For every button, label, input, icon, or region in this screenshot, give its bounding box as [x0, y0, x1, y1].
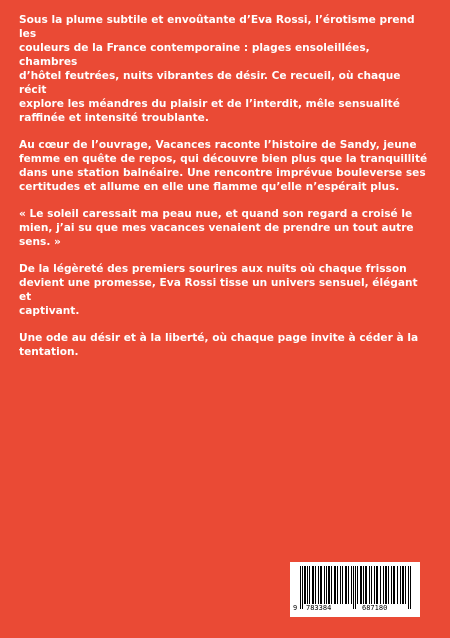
barcode-bar [400, 566, 401, 604]
barcode-bar [307, 566, 308, 604]
barcode-bar [369, 566, 370, 604]
barcode-bar [312, 566, 314, 604]
barcode-bar [331, 566, 332, 604]
barcode-bar [363, 566, 364, 604]
barcode-lead-digit: 9 [293, 604, 298, 612]
barcode-bar [355, 566, 356, 609]
blurb-paragraph-4: Une ode au désir et à la liberté, où chaque page invite à céder à la tentation. [19, 332, 419, 358]
barcode-bar [402, 566, 404, 604]
barcode-right-digits: 687180 [362, 604, 388, 612]
barcode-bar [397, 566, 398, 604]
barcode-bar [410, 566, 411, 609]
barcode-bar [342, 566, 343, 604]
barcode-bar [357, 566, 358, 604]
blurb-paragraph-3: De la légèreté des premiers sourires aux nuits où chaque frisson devient une promesse, Eva Rossi tisse un univers sensuel, élégant et captivant. [19, 263, 418, 317]
barcode-bar [328, 566, 330, 604]
barcode-bar [360, 566, 362, 604]
barcode-bar [391, 566, 392, 604]
barcode-bar [385, 566, 387, 604]
barcode-bar [376, 566, 378, 604]
barcode-bar [388, 566, 389, 604]
blurb-paragraph-2: Au cœur de l’ouvrage, Vacances raconte l’histoire de Sandy, jeune femme en quête de repos, qui découvre bien plus que la tranquillité dans une station balnéaire. Une rencontre imprévue bouleverse ses certitudes et allume en elle une flamme qu’elle n’espérait plus. [19, 139, 428, 193]
barcode-bar [408, 566, 409, 609]
barcode-bar [315, 566, 316, 604]
barcode-bar [393, 566, 395, 604]
barcode-bar [324, 566, 325, 604]
blurb [19, 13, 431, 372]
barcode-bar [353, 566, 354, 609]
barcode-bar [348, 566, 349, 604]
barcode-bar [318, 566, 319, 604]
barcode-bar [334, 566, 336, 604]
barcode-bar [405, 566, 406, 604]
barcode-bar [309, 566, 310, 604]
barcode-bar [345, 566, 347, 604]
barcode-bar [383, 566, 384, 604]
barcode-bars [300, 566, 412, 604]
barcode-left-digits: 783384 [306, 604, 332, 612]
barcode-bar [351, 566, 352, 604]
blurb-quote: « Le soleil caressait ma peau nue, et quand son regard a croisé le mien, j’ai su que mes vacances venaient de prendre un tout autre sens. » [19, 208, 414, 248]
barcode-bar [337, 566, 338, 604]
barcode-bar [320, 566, 322, 604]
barcode-bar [340, 566, 341, 604]
barcode-bar [304, 566, 306, 604]
barcode-bar [365, 566, 367, 604]
barcode-bar [302, 566, 303, 609]
barcode [290, 562, 420, 617]
barcode-bar [300, 566, 301, 609]
barcode-bar [371, 566, 372, 604]
barcode-bar [326, 566, 327, 604]
blurb-paragraph-1: Sous la plume subtile et envoûtante d’Eva Rossi, l’érotisme prend les couleurs de la France contemporaine : plages ensoleillées, chambres d’hôtel feutrées, nuits vibrantes de désir. Ce recueil, où chaque récit explore les méandres du plaisir et de l’interdit, mêle sensualité raffinée et intensité troublante. [19, 14, 415, 124]
barcode-bar [374, 566, 375, 604]
barcode-bar [380, 566, 381, 604]
